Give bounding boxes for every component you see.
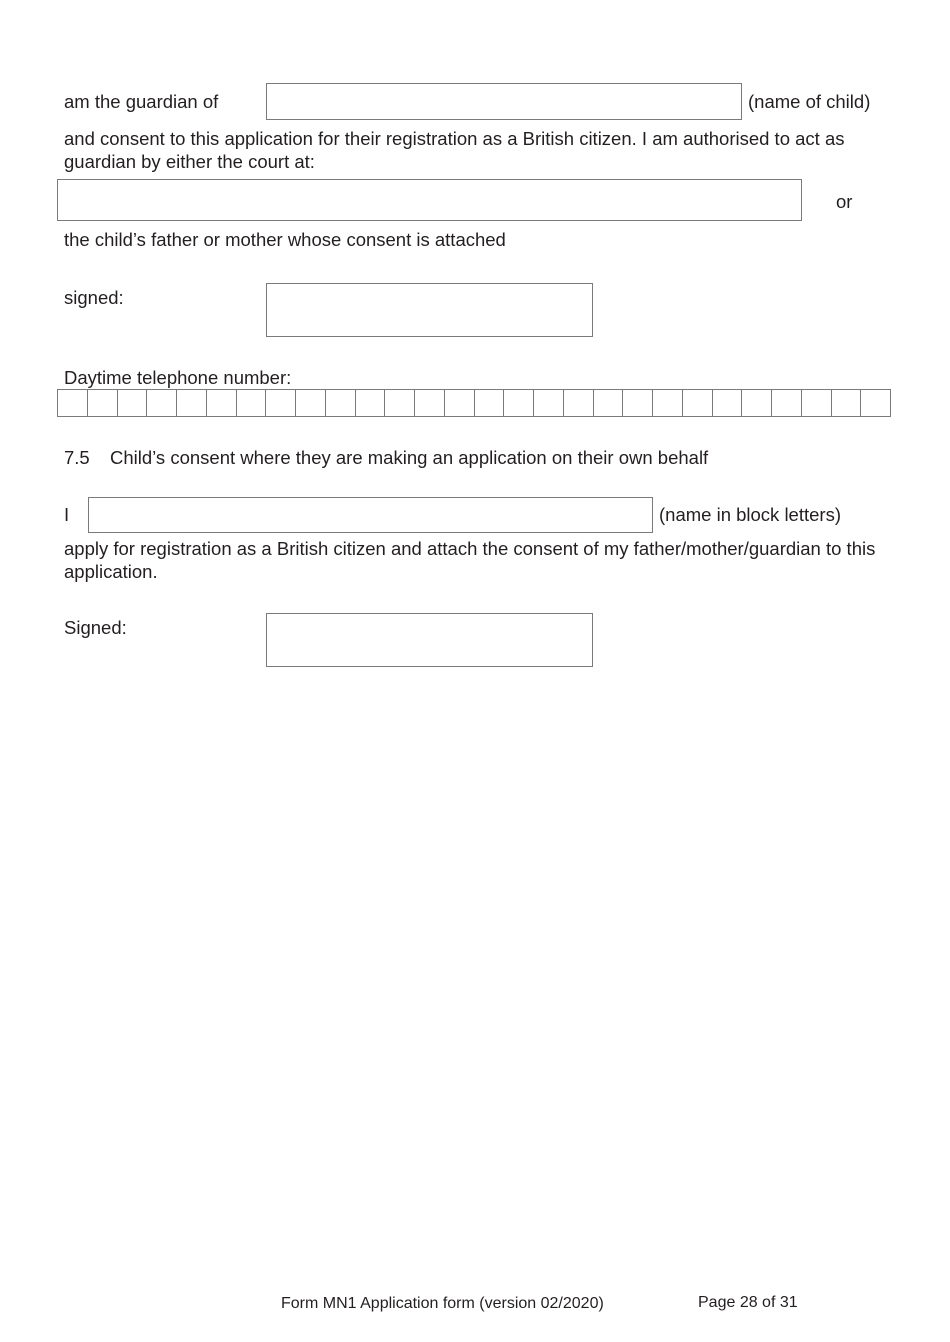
phone-digit-cell[interactable]: [356, 390, 386, 416]
phone-digit-cell[interactable]: [534, 390, 564, 416]
phone-digit-cell[interactable]: [832, 390, 862, 416]
guardian-label: am the guardian of: [64, 91, 219, 112]
phone-digit-cell[interactable]: [88, 390, 118, 416]
child-signed-label: Signed:: [64, 617, 127, 638]
phone-digit-cell[interactable]: [683, 390, 713, 416]
guardian-signed-label: signed:: [64, 287, 124, 308]
phone-digit-cell[interactable]: [742, 390, 772, 416]
consent-text: and consent to this application for their registration as a British citizen. I am authorised to act as guardian by either the court at:: [64, 128, 845, 172]
phone-digit-cell[interactable]: [266, 390, 296, 416]
phone-digit-cell[interactable]: [118, 390, 148, 416]
phone-digit-cell[interactable]: [653, 390, 683, 416]
phone-digit-cell[interactable]: [237, 390, 267, 416]
block-letters-hint: (name in block letters): [659, 504, 841, 525]
section-heading: Child’s consent where they are making an application on their own behalf: [110, 447, 709, 468]
parent-consent-text: the child’s father or mother whose consent is attached: [64, 229, 506, 250]
phone-digit-cell[interactable]: [147, 390, 177, 416]
section-number: 7.5: [64, 447, 90, 468]
phone-digit-cell[interactable]: [713, 390, 743, 416]
phone-digit-cell[interactable]: [504, 390, 534, 416]
phone-digit-cell[interactable]: [861, 390, 891, 416]
phone-digit-cell[interactable]: [177, 390, 207, 416]
phone-digit-cell[interactable]: [445, 390, 475, 416]
i-label: I: [64, 504, 70, 525]
court-field[interactable]: [57, 179, 802, 221]
phone-digit-cell[interactable]: [415, 390, 445, 416]
phone-label: Daytime telephone number:: [64, 367, 292, 388]
or-label: or: [836, 191, 853, 212]
child-name-field[interactable]: [266, 83, 742, 120]
phone-digit-cell[interactable]: [623, 390, 653, 416]
phone-digit-cell[interactable]: [802, 390, 832, 416]
apply-text: apply for registration as a British citizen and attach the consent of my father/mother/guardian to this application.: [64, 538, 876, 582]
footer-page-number: Page 28 of 31: [698, 1294, 798, 1311]
phone-digit-cell[interactable]: [58, 390, 88, 416]
phone-digit-cell[interactable]: [594, 390, 624, 416]
phone-digit-cell[interactable]: [296, 390, 326, 416]
phone-digit-cell[interactable]: [207, 390, 237, 416]
child-signature-field[interactable]: [266, 613, 593, 667]
phone-digit-cell[interactable]: [564, 390, 594, 416]
guardian-signature-field[interactable]: [266, 283, 593, 337]
footer-form-name: Form MN1 Application form (version 02/2020): [281, 1295, 604, 1312]
phone-digit-cell[interactable]: [475, 390, 505, 416]
phone-digit-cell[interactable]: [385, 390, 415, 416]
phone-digit-cell[interactable]: [772, 390, 802, 416]
block-letters-name-field[interactable]: [88, 497, 653, 533]
phone-number-field[interactable]: [57, 389, 891, 417]
phone-digit-cell[interactable]: [326, 390, 356, 416]
child-name-hint: (name of child): [748, 91, 871, 112]
